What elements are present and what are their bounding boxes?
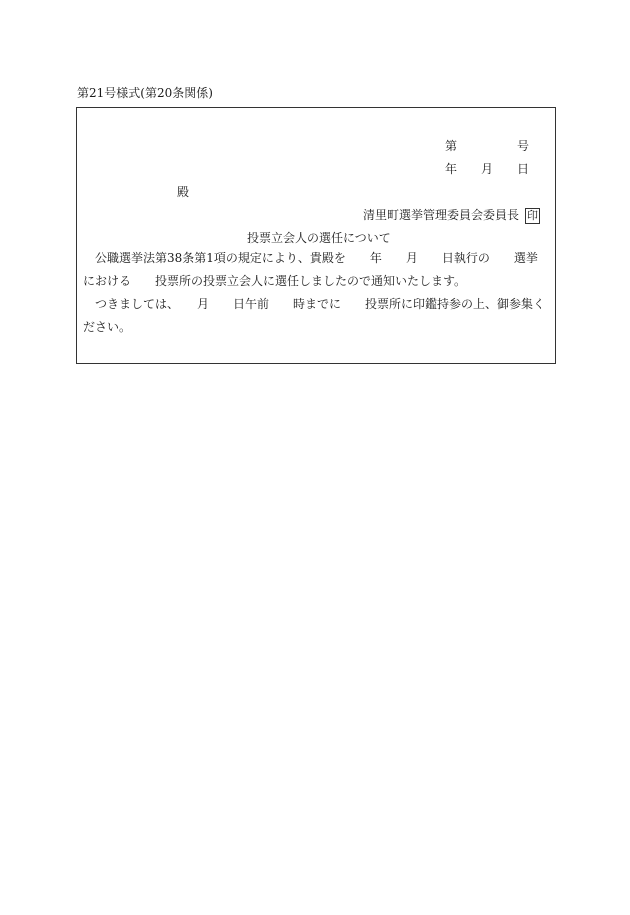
date-day: 日 <box>517 162 530 176</box>
notice-frame <box>76 107 556 364</box>
doc-number-prefix: 第 <box>445 139 458 153</box>
addressee-suffix: 殿 <box>177 185 190 199</box>
seal-mark: 印 <box>527 209 539 222</box>
notice-body <box>83 247 549 339</box>
sender-name: 清里町選挙管理委員会委員長 <box>363 208 520 222</box>
form-label: 第21号様式(第20条関係) <box>77 86 213 100</box>
body-paragraph-1: 公職選挙法第38条第1項の規定により、貴殿を 年 月 日執行の 選挙における 投票所の投票立会人に選任しましたので通知いたします。 <box>83 251 538 288</box>
date-year: 年 <box>445 162 458 176</box>
date-month: 月 <box>481 162 494 176</box>
body-paragraph-2: つきましては、 月 日午前 時までに 投票所に印鑑持参の上、御参集ください。 <box>83 297 546 334</box>
doc-number-suffix: 号 <box>517 139 530 153</box>
notice-title: 投票立会人の選任について <box>247 231 391 245</box>
sender-line <box>363 206 540 224</box>
